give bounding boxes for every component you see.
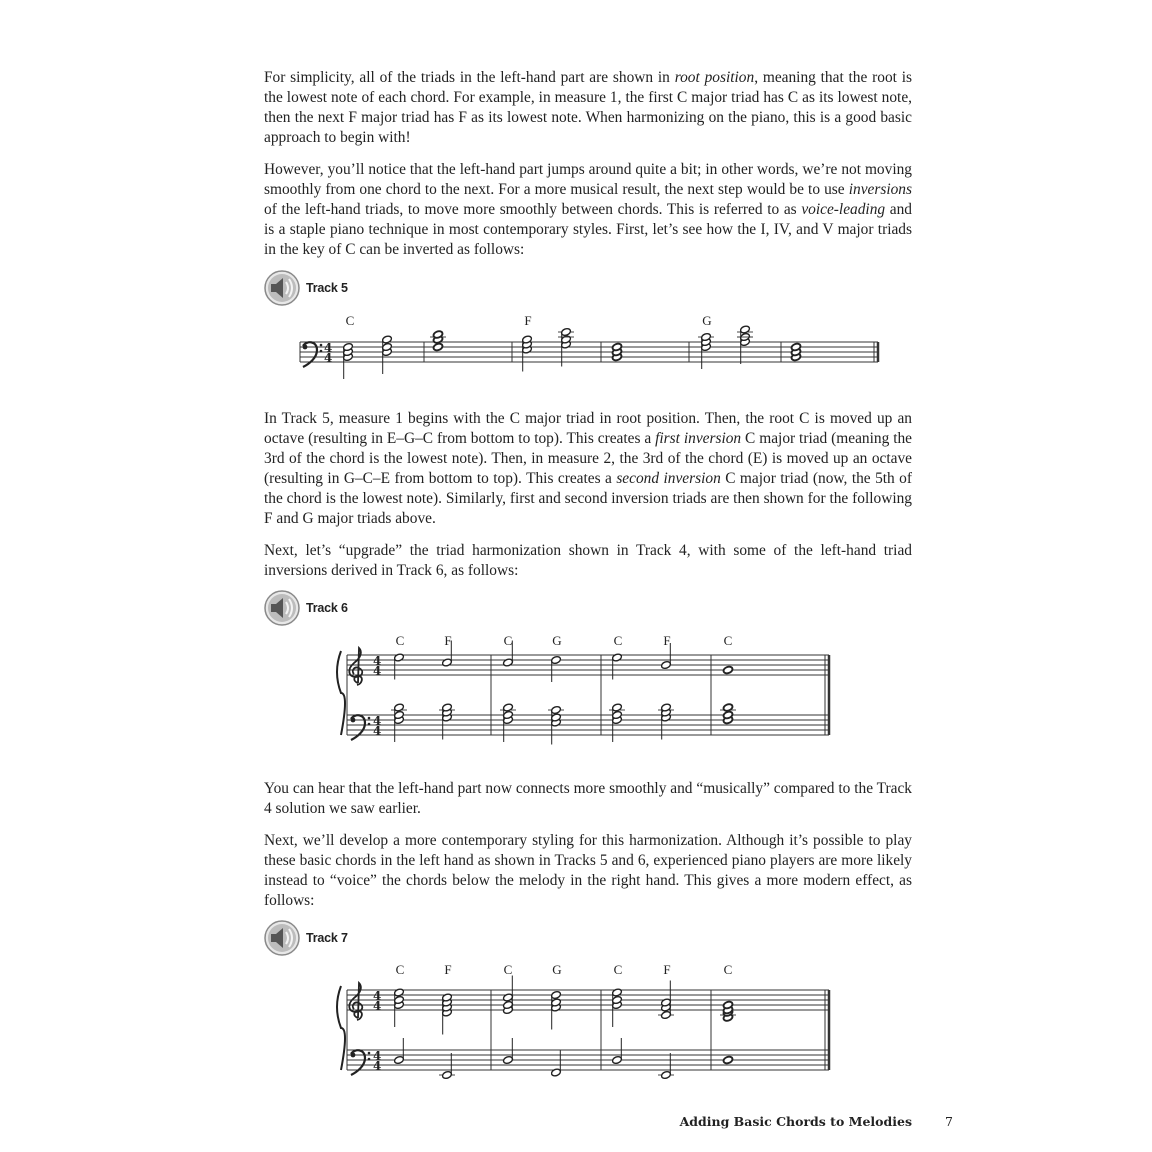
note-head [503,993,514,1002]
chord-symbol: C [345,313,355,328]
chord-symbol: F [663,633,671,648]
note-head [433,343,444,352]
note-head [503,703,514,712]
time-signature-bottom: 4 [373,724,382,738]
time-signature-bottom: 4 [324,351,333,365]
page-number: 7 [945,1114,953,1129]
time-signature-top: 4 [373,714,382,728]
time-signature-bottom: 4 [373,664,382,678]
note-head [612,1056,623,1065]
note-head [661,661,672,670]
track-5-header [264,270,348,306]
paragraph-contemporary: Next, we’ll develop a more contemporary styling for this harmonization. Although it’s possible to play these basic chords in the left hand as shown in Tracks 5 and 6, experienced piano players are more likely instead to “voice” the chords below the melody in the right hand. This gives a more modern effect, as follows: [264,832,912,909]
speaker-icon[interactable] [264,270,300,306]
track-7-label: Track 7 [306,931,348,945]
note-head [661,1011,672,1020]
note-head [382,335,393,344]
speaker-icon[interactable] [264,590,300,626]
treble-clef-icon [349,983,362,1020]
track-6-notation [0,625,1152,755]
chord-symbol: G [702,313,712,328]
bass-clef-dot [368,717,371,720]
track-6-label: Track 6 [306,601,348,615]
bass-clef-dot [351,718,356,723]
chord-symbol: G [552,633,562,648]
note-head [551,991,562,1000]
time-signature-top: 4 [373,1049,382,1063]
bass-clef-dot [368,723,371,726]
note-head [740,325,751,334]
grand-staff-brace [337,651,345,735]
time-signature-top: 4 [373,989,382,1003]
track-5-label: Track 5 [306,281,348,295]
paragraph-inversions: However, you’ll notice that the left-hand part jumps around quite a bit; in other words, we’re not moving smoothly from one chord to the next. For a more musical result, the next step would be to use inversions of the left-hand triads, to move more smoothly between chords. This is referred to as voice-leading and is a staple piano technique in most contemporary styles. First, let’s see how the I, IV, and V major triads in the key of C can be inverted as follows: [264,161,913,258]
note-head [723,703,734,712]
paragraph-smoothly: You can hear that the left-hand part now connects more smoothly and “musically” compared to the Track 4 solution we saw earlier. [264,780,912,817]
note-head [551,1068,562,1077]
speaker-icon[interactable] [264,920,300,956]
chord-symbol: C [503,633,513,648]
chord-symbol: F [444,633,452,648]
bass-clef-dot [320,350,323,353]
note-head [661,1071,672,1080]
bass-clef-dot [320,344,323,347]
treble-clef-icon [349,648,362,685]
chord-symbol: C [503,962,513,977]
chord-symbol: C [613,962,623,977]
bass-clef-dot [368,1052,371,1055]
paragraph-track5-explanation: In Track 5, measure 1 begins with the C major triad in root position. Then, the root C is moved up an octave (resulting in E–G–C from bottom to top). This creates a first inversion C major triad (meaning the 3rd of the chord is the lowest note). Then, in measure 2, the 3rd of the chord (E) is moved up an octave (resulting in G–C–E from bottom to top). This creates a second inversion C major triad (now, the 5th of the chord is the lowest note). Similarly, first and second inversion triads are then shown for the following F and G major triads above. [264,410,913,527]
chord-symbol: C [723,633,733,648]
note-head [612,988,623,997]
time-signature-top: 4 [373,654,382,668]
note-head [394,988,405,997]
track-7-header [264,920,348,956]
note-head [442,658,453,667]
track-6-header [264,590,348,626]
chord-symbol: C [723,962,733,977]
chord-symbol: C [395,962,405,977]
grand-staff-brace [337,986,345,1070]
note-head [561,328,572,337]
time-signature-bottom: 4 [373,1059,382,1073]
note-head [612,653,623,662]
time-signature-top: 4 [324,341,333,355]
chord-symbol: F [663,962,671,977]
note-head [612,703,623,712]
track-5-notation [0,305,1152,395]
chord-symbol: G [552,962,562,977]
note-head [723,666,734,675]
paragraph-upgrade: Next, let’s “upgrade” the triad harmonization shown in Track 4, with some of the left-hand triad inversions derived in Track 6, as follows: [264,542,912,579]
note-head [503,658,514,667]
note-head [442,1071,453,1080]
bass-clef-dot [303,345,308,350]
note-head [394,653,405,662]
time-signature-bottom: 4 [373,999,382,1013]
chord-symbol: C [613,633,623,648]
note-head [551,706,562,715]
running-footer-title: Adding Basic Chords to Melodies [679,1114,912,1129]
note-head [394,703,405,712]
note-head [503,1056,514,1065]
note-head [723,1056,734,1065]
note-head [551,656,562,665]
paragraph-root-position: For simplicity, all of the triads in the left-hand part are shown in root position, meaning that the root is the lowest note of each chord. For example, in measure 1, the first C major triad has C as its lowest note, then the next F major triad has F as its lowest note. When harmonizing on the piano, this is a good basic approach to begin with! [264,69,913,146]
track-7-notation [0,955,1152,1080]
bass-clef-dot [351,1053,356,1058]
chord-symbol: F [444,962,452,977]
note-head [394,1056,405,1065]
chord-symbol: C [395,633,405,648]
bass-clef-dot [368,1058,371,1061]
chord-symbol: F [524,313,532,328]
